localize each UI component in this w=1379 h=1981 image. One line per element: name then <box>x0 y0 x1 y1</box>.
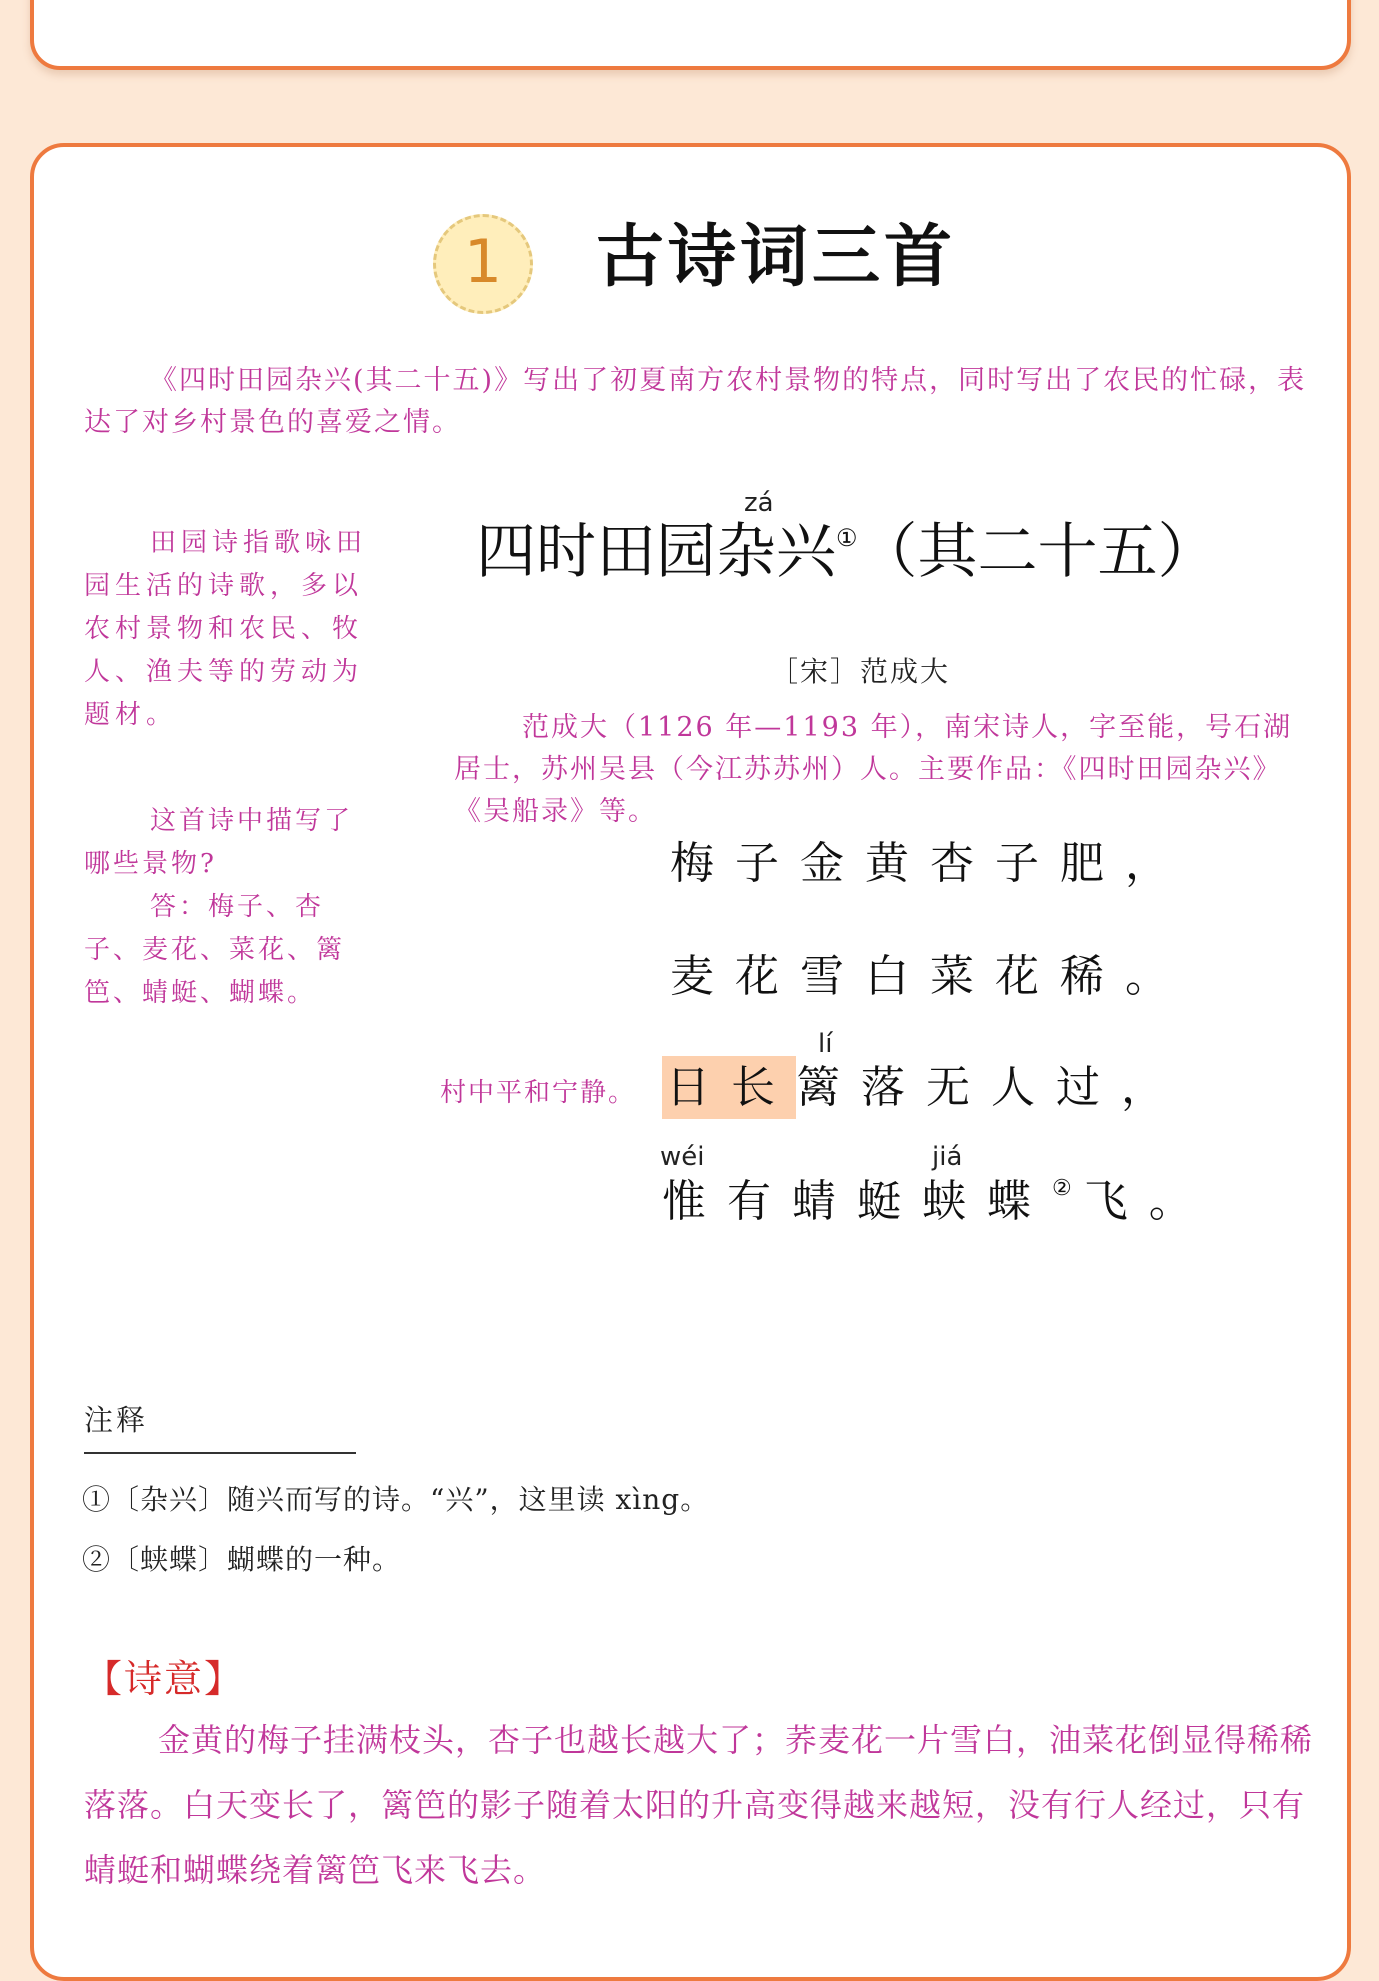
poem-title-sub: （其二十五） <box>857 517 1218 587</box>
poem-line-3 <box>662 1062 1186 1113</box>
title-note-mark: ① <box>836 524 858 552</box>
note-item: ②〔蛱蝶〕蝴蝶的一种。 <box>82 1543 402 1576</box>
poem-line-4 <box>662 1176 1214 1227</box>
poem-line-2: 麦花雪白菜花稀。 <box>670 951 1190 1002</box>
lesson-number: 1 <box>463 227 503 297</box>
lesson-number-badge <box>433 214 533 314</box>
question-text: 这首诗中描写了哪些景物? <box>84 806 354 879</box>
poem-title-main: 四时田园杂兴 <box>476 517 836 587</box>
poem-title <box>476 517 1218 587</box>
poem-line-1: 梅子金黄杏子肥， <box>670 838 1190 889</box>
notes-divider <box>84 1452 356 1454</box>
line4-main: 惟有蜻蜓蛱蝶 <box>662 1176 1052 1227</box>
side-note-question <box>84 800 374 1015</box>
translation-heading: 【诗意】 <box>84 1657 245 1701</box>
line3-rest: 篱落无人过， <box>796 1062 1186 1113</box>
title-pinyin: zá <box>744 488 774 518</box>
notes-heading: 注释 <box>84 1403 149 1437</box>
author-bio: 范成大（1126 年—1193 年），南宋诗人，字至能，号石湖居士，苏州吴县（今江苏苏州）人。主要作品：《四时田园杂兴》《吴船录》等。 <box>454 712 1293 827</box>
lesson-title: 古诗词三首 <box>596 218 957 297</box>
highlighted-phrase: 日长 <box>662 1056 796 1119</box>
previous-page-card <box>30 0 1351 70</box>
translation-text: 金黄的梅子挂满枝头，杏子也越长越大了；荞麦花一片雪白，油菜花倒显得稀稀落落。白天变长了，篱笆的影子随着太阳的升高变得越来越短，没有行人经过，只有蜻蜓和蝴蝶绕着篱笆飞来飞去。 <box>84 1721 1314 1889</box>
side-note-genre: 田园诗指歌咏田园生活的诗歌，多以农村景物和农民、牧人、渔夫等的劳动为题材。 <box>84 528 368 730</box>
line4-pinyin-b: jiá <box>932 1142 963 1172</box>
line3-gloss: 村中平和宁静。 <box>440 1078 637 1108</box>
poem-author: ［宋］范成大 <box>770 655 951 688</box>
intro-paragraph: 《四时田园杂兴(其二十五)》写出了初夏南方农村景物的特点，同时写出了农民的忙碌，表达了对乡村景色的喜爱之情。 <box>84 365 1307 438</box>
line4-pinyin-a: wéi <box>660 1142 705 1172</box>
answer-text: 答：梅子、杏子、麦花、菜花、篱笆、蜻蜓、蝴蝶。 <box>84 892 346 1008</box>
line4-note-mark: ② <box>1052 1176 1072 1201</box>
line4-end: 飞。 <box>1083 1176 1214 1227</box>
line3-pinyin: lí <box>818 1029 833 1059</box>
note-item: ①〔杂兴〕随兴而写的诗。“兴”，这里读 xìng。 <box>82 1483 710 1516</box>
